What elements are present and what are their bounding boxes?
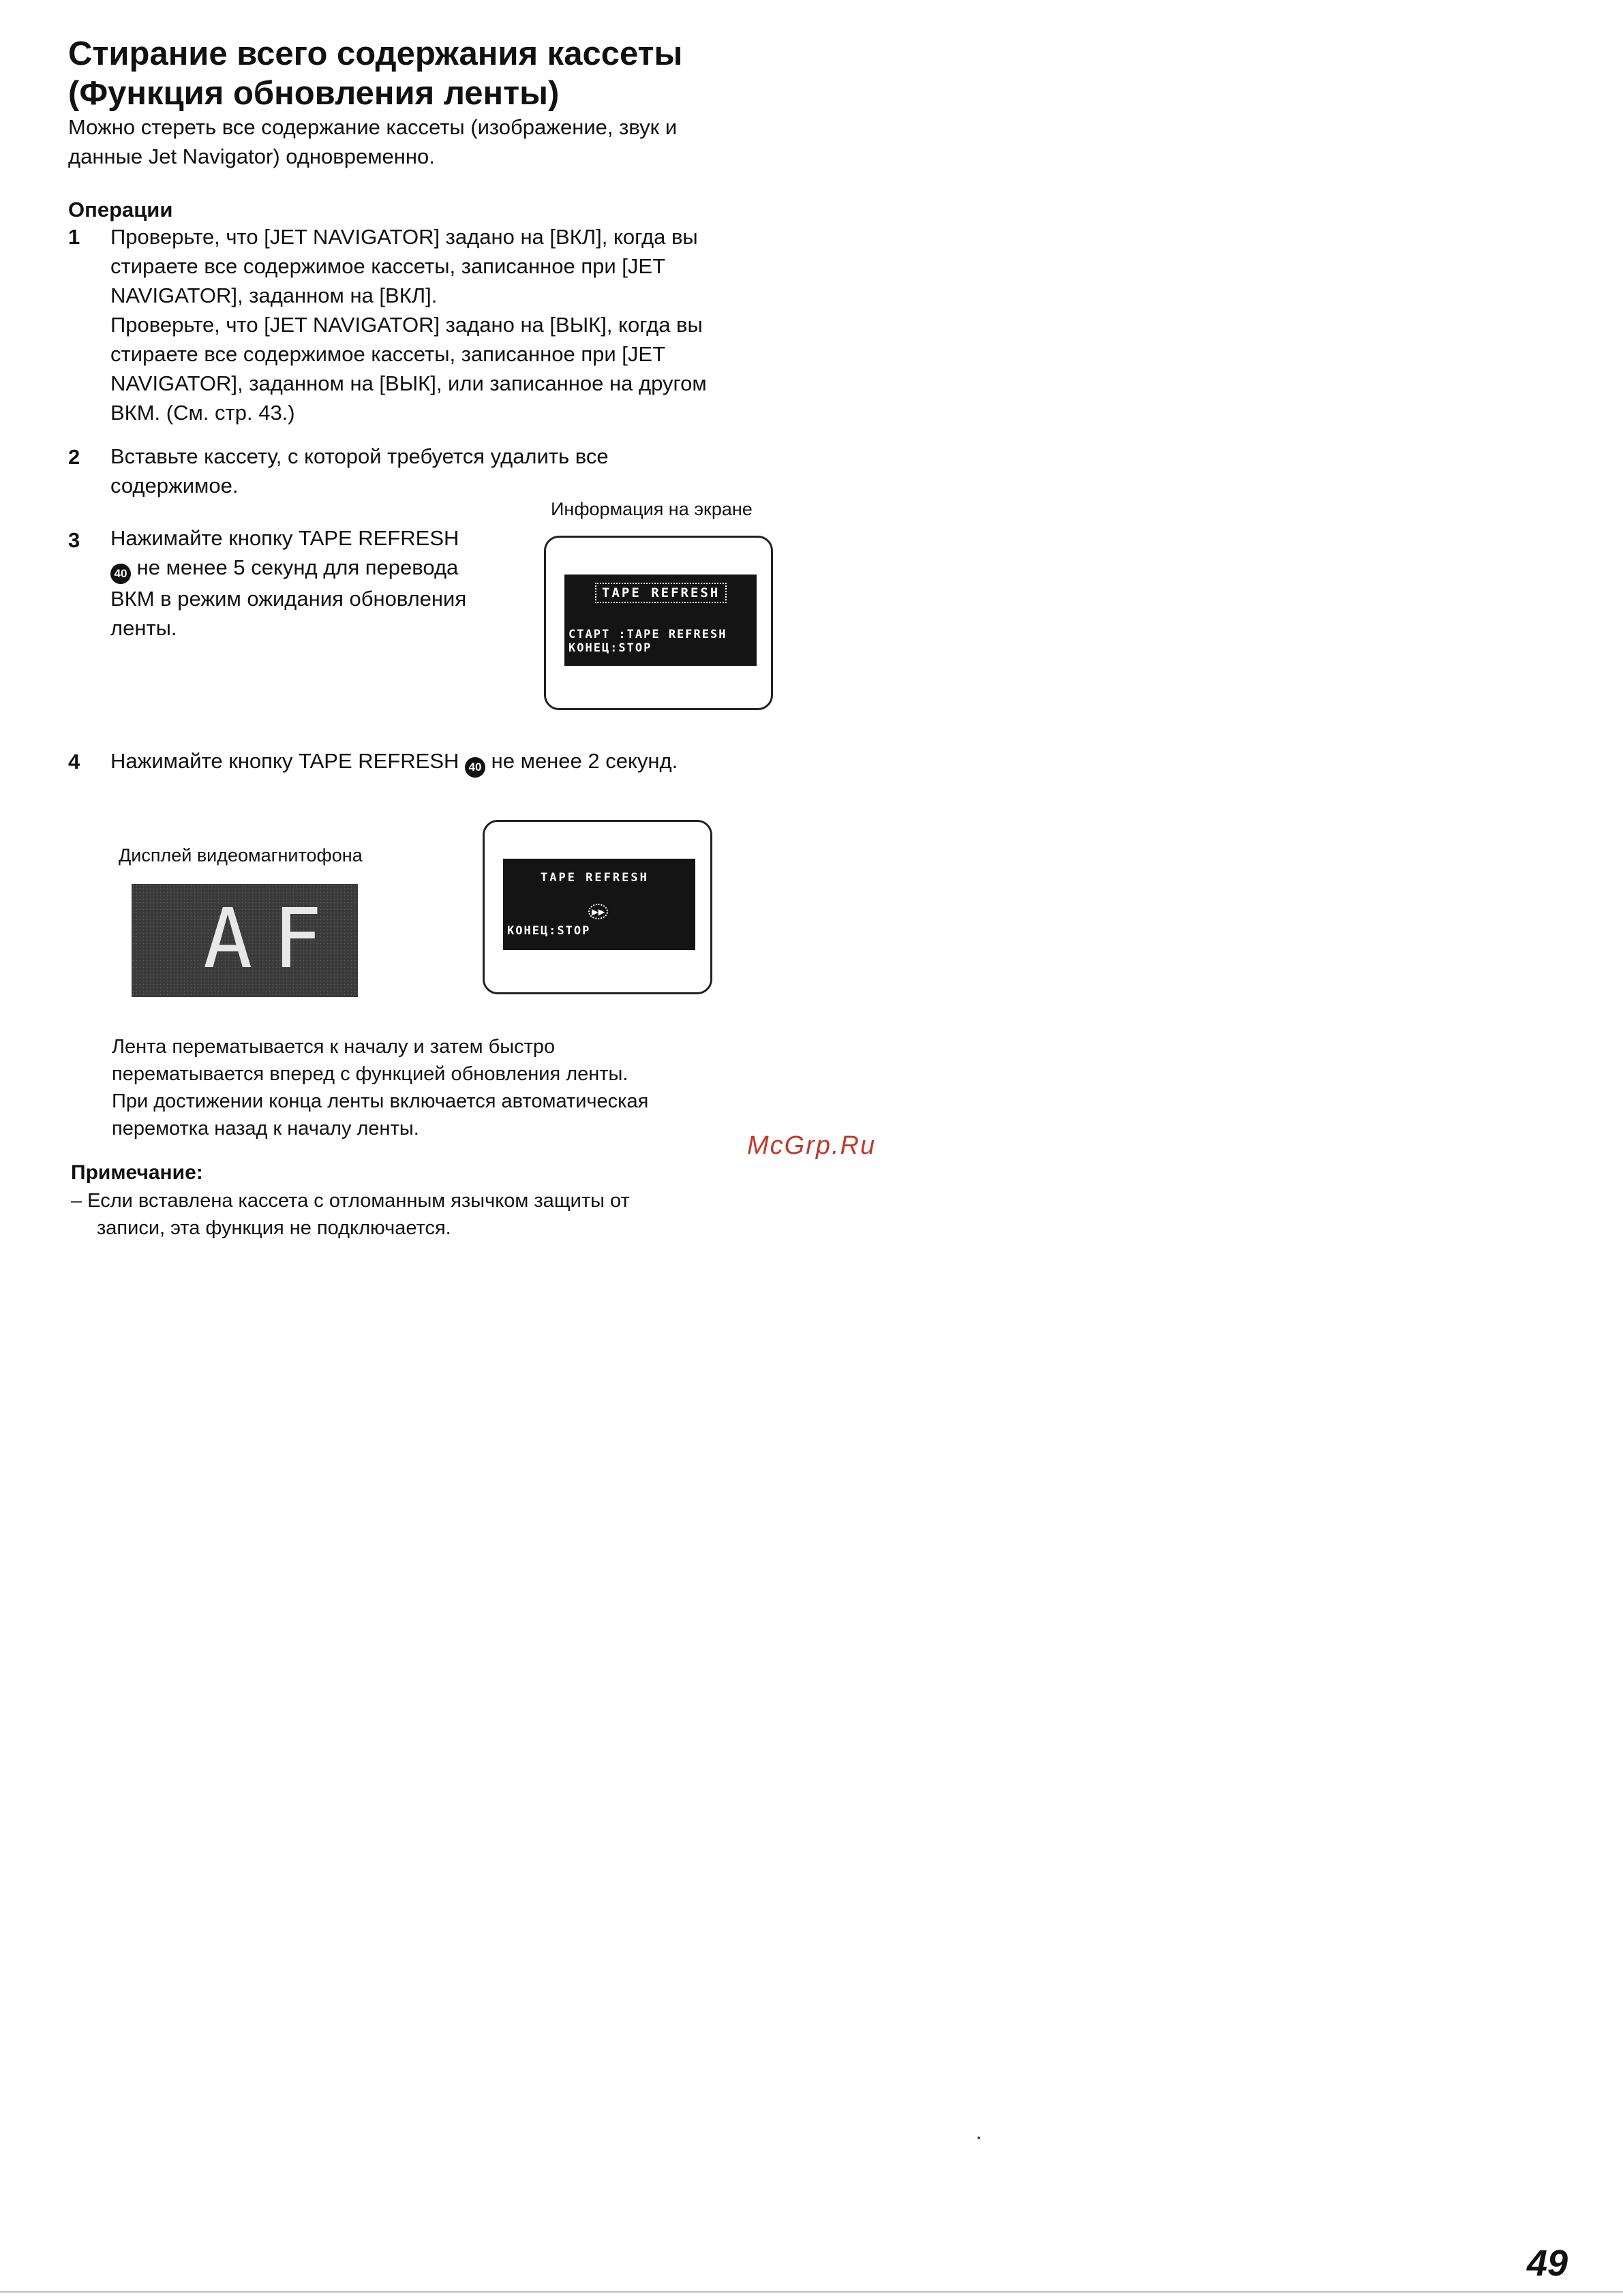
operations-heading: Операции (68, 198, 173, 221)
step-2-line: содержимое. (110, 474, 239, 498)
title-line-2: (Функция обновления ленты) (68, 75, 560, 112)
step-4-text (110, 746, 860, 778)
tv-screen-illustration (544, 536, 773, 710)
vcr-front-display (132, 884, 358, 997)
step-3-number: 3 (68, 528, 80, 552)
step-3-line (110, 553, 533, 584)
fast-forward-icon: ▶▶ (588, 904, 608, 919)
step-1-number: 1 (68, 225, 80, 249)
watermark: McGrp.Ru (747, 1131, 877, 1160)
step-3-line: ВКМ в режим ожидания обновления (110, 587, 467, 611)
step-4-text-before: Нажимайте кнопку TAPE REFRESH (110, 749, 459, 773)
intro-paragraph (68, 112, 804, 171)
note-line: запиcи, эта функция не подключается. (97, 1217, 451, 1239)
step-1-line: ВКМ. (См. стр. 43.) (110, 401, 295, 425)
note-heading: Примечание: (71, 1161, 203, 1184)
step-3-text (110, 523, 533, 643)
page-bottom-edge (0, 2291, 1623, 2293)
tape-refresh-button-icon: 40 (110, 564, 131, 584)
step-1-line: Проверьте, что [JET NAVIGATOR] задано на [ВЫК], когда вы (110, 313, 703, 337)
step-4-number: 4 (68, 750, 80, 774)
scan-speck (977, 2137, 980, 2139)
step-1-line: стираете все содержимое кассеты, записанное при [JET (110, 254, 666, 278)
step-1-line: Проверьте, что [JET NAVIGATOR] задано на [ВКЛ], когда вы (110, 225, 698, 249)
title-line-1: Стирание всего содержания кассеты (68, 35, 683, 72)
rewind-line: перемотка назад к началу ленты. (112, 1118, 419, 1139)
intro-line-2: данные Jet Navigator) одновременно. (68, 144, 435, 168)
tv-screen-illustration-2 (483, 820, 712, 994)
vcr-display-caption: Дисплей видеомагнитофона (119, 845, 363, 866)
page-title (68, 34, 818, 113)
step-3-line: ленты. (110, 616, 177, 640)
note-text (71, 1187, 787, 1242)
step-1-text (110, 222, 826, 427)
step-1-line: стираете все содержимое кассеты, записанное при [JET (110, 342, 666, 366)
step-3-line-text: не менее 5 секунд для перевода (136, 555, 459, 579)
vcr-display-readout: AF (203, 892, 343, 987)
rewind-description (112, 1033, 793, 1142)
step-2-text (110, 442, 724, 500)
step-3-line: Нажимайте кнопку TAPE REFRESH (110, 526, 459, 550)
osd-2-title: TAPE REFRESH (541, 871, 649, 885)
osd-start-line: СТАРТ :TAPE REFRESH (568, 628, 727, 641)
rewind-line: При достижении конца ленты включается автоматическая (112, 1090, 649, 1112)
rewind-line: Лента перематывается к началу и затем быстро (112, 1036, 556, 1058)
osd-screen-2 (503, 859, 695, 950)
step-1-line: NAVIGATOR], заданном на [ВКЛ]. (110, 284, 438, 307)
intro-line-1: Можно стереть все содержание кассеты (изображение, звук и (68, 115, 678, 139)
rewind-line: перематывается вперед с функцией обновления ленты. (112, 1063, 628, 1085)
osd-2-end-line: КОНЕЦ:STOP (507, 924, 591, 938)
osd-title-text: TAPE REFRESH (595, 583, 727, 603)
step-1-line: NAVIGATOR], заданном на [ВЫК], или записанное на другом (110, 371, 707, 395)
page-number: 49 (1527, 2243, 1568, 2284)
step-2-number: 2 (68, 445, 80, 469)
osd-end-line: КОНЕЦ:STOP (568, 641, 652, 655)
tape-refresh-button-icon: 40 (465, 757, 485, 778)
step-2-line: Вставьте кассету, с которой требуется удалить все (110, 444, 609, 468)
osd-screen (564, 575, 757, 666)
screen-info-caption: Информация на экране (551, 499, 753, 519)
osd-title (595, 585, 727, 600)
note-line: – Если вставлена кассета с отломанным язычком защиты от (71, 1190, 630, 1212)
step-4-text-after: не менее 2 секунд. (491, 749, 678, 773)
